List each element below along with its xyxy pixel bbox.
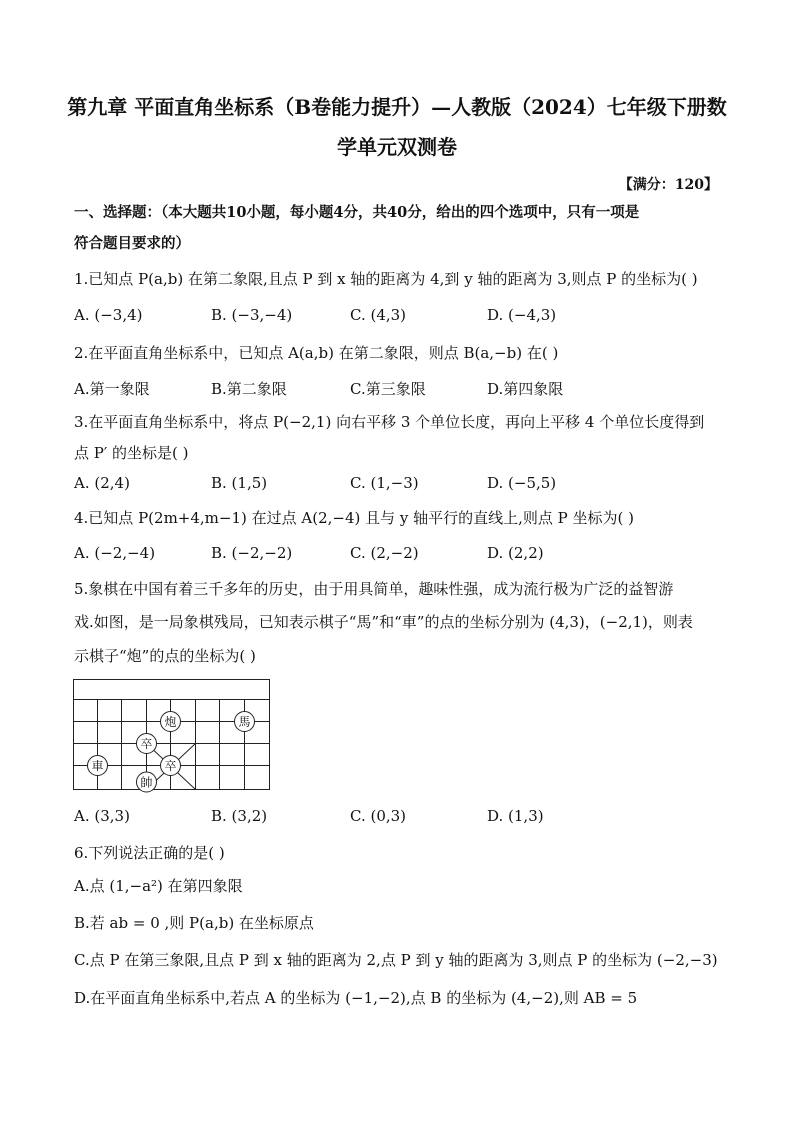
q2-option-b[interactable]: B.第二象限 xyxy=(211,380,287,398)
q1-option-c[interactable]: C. (4,3) xyxy=(350,306,407,324)
q3-stem-line-2: 点 P′ 的坐标是( ) xyxy=(74,444,189,462)
q3-stem-line-1: 3.在平面直角坐标系中，将点 P(−2,1) 向右平移 3 个单位长度，再向上平移 4 个单位长度得到 xyxy=(74,413,705,431)
q5-option-a[interactable]: A. (3,3) xyxy=(74,807,130,825)
q3-option-c[interactable]: C. (1,−3) xyxy=(350,474,419,492)
q5-option-b[interactable]: B. (3,2) xyxy=(211,807,268,825)
section-heading-line-2: 符合题目要求的） xyxy=(74,235,190,252)
title-line-1: 第九章 平面直角坐标系（B卷能力提升）—人教版（2024）七年级下册数 xyxy=(67,95,727,119)
q5-option-c[interactable]: C. (0,3) xyxy=(350,807,407,825)
piece-shuai-label: 帥 xyxy=(140,775,153,790)
title-line-2: 学单元双测卷 xyxy=(337,135,457,159)
piece-zu-2-label: 卒 xyxy=(164,758,177,773)
q2-option-c[interactable]: C.第三象限 xyxy=(350,380,426,398)
q6-option-c[interactable]: C.点 P 在第三象限,且点 P 到 x 轴的距离为 2,点 P 到 y 轴的距离为 3,则点 P 的坐标为 (−2,−3) xyxy=(74,951,718,969)
q2-stem: 2.在平面直角坐标系中，已知点 A(a,b) 在第二象限，则点 B(a,−b) 在( ) xyxy=(74,344,559,362)
q3-options xyxy=(74,474,734,496)
q1-option-b[interactable]: B. (−3,−4) xyxy=(211,306,293,324)
q3-option-b[interactable]: B. (1,5) xyxy=(211,474,268,492)
q5-stem-line-2: 戏.如图，是一局象棋残局，已知表示棋子“馬”和“車”的点的坐标分别为 (4,3)，(−2,1)，则表 xyxy=(74,613,693,631)
q1-options xyxy=(74,306,734,328)
q3-option-d[interactable]: D. (−5,5) xyxy=(487,474,557,492)
q2-option-a[interactable]: A.第一象限 xyxy=(74,380,150,398)
q4-stem: 4.已知点 P(2m+4,m−1) 在过点 A(2,−4) 且与 y 轴平行的直线上,则点 P 坐标为( ) xyxy=(74,509,635,527)
q1-stem: 1.已知点 P(a,b) 在第二象限,且点 P 到 x 轴的距离为 4,到 y 轴的距离为 3,则点 P 的坐标为( ) xyxy=(74,270,698,288)
q4-options xyxy=(74,544,734,566)
q5-stem-line-1: 5.象棋在中国有着三千多年的历史，由于用具简单，趣味性强，成为流行极为广泛的益智游 xyxy=(74,580,674,598)
piece-ma-label: 馬 xyxy=(238,714,251,729)
q4-option-c[interactable]: C. (2,−2) xyxy=(350,544,419,562)
q2-options xyxy=(74,378,734,400)
q4-option-a[interactable]: A. (−2,−4) xyxy=(74,544,156,562)
q6-option-a[interactable]: A.点 (1,−a²) 在第四象限 xyxy=(74,877,243,895)
q4-option-b[interactable]: B. (−2,−2) xyxy=(211,544,293,562)
piece-ju-label: 車 xyxy=(91,758,104,773)
q6-stem: 6.下列说法正确的是( ) xyxy=(74,844,225,862)
q2-option-d[interactable]: D.第四象限 xyxy=(487,380,564,398)
section-heading-line-1: 一、选择题：（本大题共10小题，每小题4分，共40分，给出的四个选项中，只有一项是 xyxy=(74,204,640,221)
piece-pao-label: 炮 xyxy=(164,714,177,729)
q1-option-d[interactable]: D. (−4,3) xyxy=(487,306,557,324)
q3-option-a[interactable]: A. (2,4) xyxy=(74,474,130,492)
q5-options xyxy=(74,807,734,829)
full-score-label: 【满分：120】 xyxy=(618,177,718,193)
q5-stem-line-3: 示棋子“炮”的点的坐标为( ) xyxy=(74,647,256,665)
q6-option-d[interactable]: D.在平面直角坐标系中,若点 A 的坐标为 (−1,−2),点 B 的坐标为 (4,−2),则 AB = 5 xyxy=(74,989,638,1007)
xiangqi-board-figure xyxy=(70,676,276,796)
piece-zu-1-label: 卒 xyxy=(140,736,153,751)
q6-option-b[interactable]: B.若 ab = 0 ,则 P(a,b) 在坐标原点 xyxy=(74,914,314,932)
q1-option-a[interactable]: A. (−3,4) xyxy=(74,306,143,324)
q5-option-d[interactable]: D. (1,3) xyxy=(487,807,544,825)
q4-option-d[interactable]: D. (2,2) xyxy=(487,544,544,562)
